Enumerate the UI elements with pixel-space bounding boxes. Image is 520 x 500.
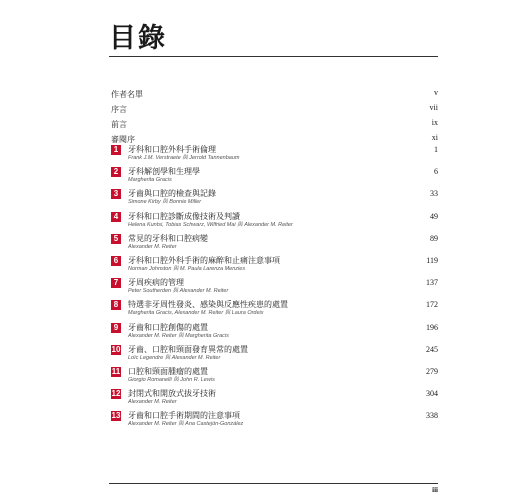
chapter-entry[interactable] <box>111 188 438 210</box>
chapter-entry[interactable] <box>111 410 438 432</box>
chapter-number-badge: 11 <box>111 366 121 376</box>
chapter-entry[interactable] <box>111 144 438 166</box>
chapter-authors: Frank J.M. Verstraete 與 Jerrold Tannenbaum <box>128 155 240 161</box>
chapter-title: 常見的牙科和口腔病變 <box>128 233 208 243</box>
chapter-authors: Loïc Legendre 與 Alexander M. Reiter <box>128 354 221 361</box>
front-matter-list <box>111 85 438 145</box>
chapter-page: 196 <box>426 322 438 332</box>
chapter-page: 1 <box>434 145 438 154</box>
chapter-title: 封閉式和開放式拔牙技術 <box>128 389 216 399</box>
chapter-entry[interactable] <box>111 388 438 410</box>
chapter-number-badge: 3 <box>111 189 121 199</box>
front-matter-label: 序言 <box>111 105 127 114</box>
chapter-entry[interactable] <box>111 277 438 299</box>
chapter-number-badge: 10 <box>111 344 121 354</box>
chapter-entry[interactable] <box>111 166 438 188</box>
chapter-title: 特選非牙周性發炎、感染與反應性疾患的處置 <box>128 300 288 310</box>
chapter-authors: Peter Southerden 與 Alexander M. Reiter <box>128 288 229 295</box>
chapter-authors: Helena Kuntsi, Tobias Schwarz, Wilfried Mai 與 Alexander M. Reiter <box>128 221 293 228</box>
chapter-page: 279 <box>426 366 438 376</box>
chapter-entry[interactable] <box>111 366 438 388</box>
page-folio: iii <box>432 486 438 494</box>
chapter-number-badge: 6 <box>111 256 121 266</box>
chapter-title: 牙齒與口腔的檢查與記錄 <box>128 189 216 199</box>
chapter-authors: Simone Kirby 與 Bonnie Miller <box>128 199 202 206</box>
chapter-page: 304 <box>426 389 438 399</box>
chapter-number-badge: 12 <box>111 389 121 399</box>
chapter-title: 牙齒和口腔創傷的處置 <box>128 322 208 332</box>
front-matter-page: vii <box>429 103 438 112</box>
chapter-page: 6 <box>434 167 438 177</box>
chapter-title: 牙齒和口腔手術期間的注意事項 <box>128 411 240 421</box>
front-matter-page: v <box>434 88 438 97</box>
chapter-page: 89 <box>430 233 438 243</box>
front-matter-item[interactable] <box>111 115 438 130</box>
chapter-authors: Margherita Gracis, Alexander M. Reiter 與 Laura Ordeix <box>128 310 264 317</box>
chapter-number-badge: 2 <box>111 167 121 177</box>
chapter-title: 牙科和口腔診斷成像技術及判讀 <box>128 211 240 221</box>
chapter-authors: Norman Johnston 與 M. Paula Larenza Menzies <box>128 265 246 272</box>
chapter-authors: Alexander M. Reiter <box>128 399 177 406</box>
chapter-number-badge: 13 <box>111 411 121 421</box>
chapter-authors: Margherita Gracis <box>128 177 172 184</box>
front-matter-page: xi <box>431 133 438 142</box>
chapter-number-badge: 1 <box>111 145 121 155</box>
front-matter-label: 前言 <box>111 120 127 129</box>
chapter-title: 牙科和口腔外科手術倫理 <box>128 145 216 154</box>
chapter-list <box>111 144 438 432</box>
chapter-entry[interactable] <box>111 233 438 255</box>
chapter-number-badge: 5 <box>111 234 121 244</box>
chapter-number-badge: 7 <box>111 278 121 288</box>
front-matter-item[interactable] <box>111 130 438 145</box>
chapter-number-badge: 4 <box>111 212 121 222</box>
chapter-page: 245 <box>426 344 438 354</box>
chapter-page: 33 <box>430 189 438 199</box>
chapter-entry[interactable] <box>111 255 438 277</box>
front-matter-item[interactable] <box>111 85 438 100</box>
chapter-authors: Giorgio Romanelli 與 John R. Lewis <box>128 376 215 383</box>
front-matter-label: 審閱序 <box>111 135 135 144</box>
chapter-authors: Alexander M. Reiter 與 Ana Castejón-González <box>128 421 244 428</box>
chapter-number-badge: 8 <box>111 300 121 310</box>
chapter-page: 338 <box>426 411 438 421</box>
page-title: 目錄 <box>109 23 167 54</box>
chapter-page: 137 <box>426 278 438 288</box>
chapter-page: 119 <box>426 255 438 265</box>
chapter-entry[interactable] <box>111 211 438 233</box>
chapter-title: 口腔和頸面腫瘤的處置 <box>128 366 208 376</box>
chapter-title: 牙科解剖學和生理學 <box>128 167 200 177</box>
chapter-entry[interactable] <box>111 322 438 344</box>
title-rule <box>109 56 438 57</box>
front-matter-page: ix <box>431 118 438 127</box>
front-matter-item[interactable] <box>111 100 438 115</box>
chapter-entry[interactable] <box>111 344 438 366</box>
chapter-title: 牙科和口腔外科手術的麻醉和止痛注意事項 <box>128 255 280 265</box>
front-matter-label: 作者名單 <box>111 90 143 99</box>
chapter-title: 牙齒、口腔和頸面發育異常的處置 <box>128 344 248 354</box>
chapter-page: 172 <box>426 300 438 310</box>
chapter-entry[interactable] <box>111 299 438 321</box>
chapter-authors: Alexander M. Reiter 與 Margherita Gracis <box>128 332 229 339</box>
footer-rule <box>109 483 438 484</box>
chapter-title: 牙周疾病的管理 <box>128 278 184 288</box>
chapter-authors: Alexander M. Reiter <box>128 243 177 250</box>
chapter-page: 49 <box>430 211 438 221</box>
chapter-number-badge: 9 <box>111 323 121 333</box>
